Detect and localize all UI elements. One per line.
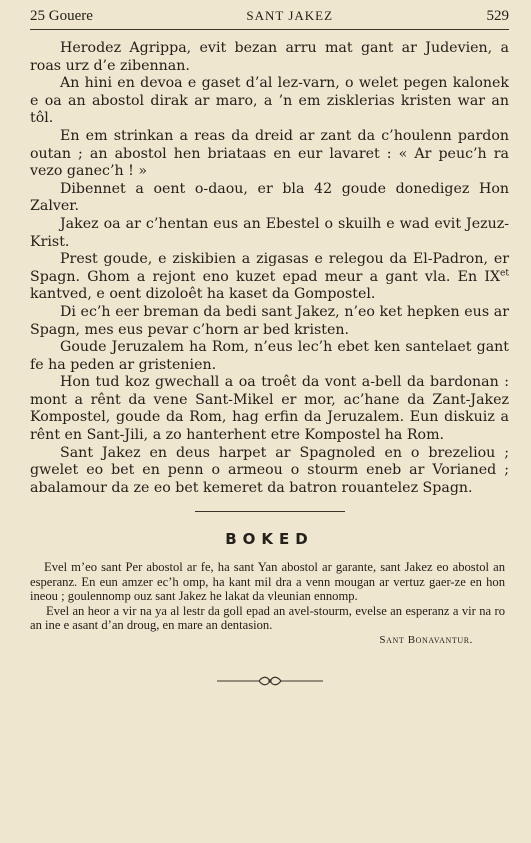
signature: Sant Bonavantur. bbox=[379, 634, 473, 647]
paragraph-text: kantved, e oent dizoloêt ha kaset da Gompostel. bbox=[30, 286, 376, 303]
section-divider bbox=[195, 511, 345, 512]
boked-text bbox=[30, 560, 509, 632]
boked-paragraph: Evel an heor a vir na ya al lestr da goll epad an avel-stourm, evelse an esperanz a vir na ro an ine e asant d’an droug, en mare an dentasion. bbox=[30, 603, 505, 633]
paragraph: Hon tud koz gwechall a oa troêt da vont a-bell da bardonan : mont a rênt da vene Sant-Mikel er mor, ac’hane da Zant-Jakez Kompostel, goude da Rom, hag erfin da Jeruzalem. Eun diskuiz a rênt en Sant-Jili, a zo hanterhent etre Kompostel ha Rom. bbox=[30, 374, 509, 444]
main-text bbox=[30, 40, 509, 497]
paragraph: Di ec’h eer breman da bedi sant Jakez, n’eo ket hepken eus ar Spagn, mes eus pevar c’horn ar bed kristen. bbox=[30, 303, 509, 338]
ornament-icon bbox=[215, 674, 325, 688]
paragraph: Herodez Agrippa, evit bezan arru mat gant ar Judevien, a roas urz d’e zibennan. bbox=[30, 40, 509, 74]
paragraph bbox=[30, 251, 509, 304]
ornament-divider bbox=[30, 674, 509, 688]
header-title: SANT JAKEZ bbox=[246, 8, 334, 23]
paragraph: Goude Jeruzalem ha Rom, n’eus lec’h ebet ken santelaet gant fe ha peden ar gristenien. bbox=[30, 339, 509, 373]
paragraph: Dibennet a oent o-daou, er bla 42 goude donedigez Hon Zalver. bbox=[30, 180, 509, 215]
running-header bbox=[30, 8, 509, 30]
paragraph: En em strinkan a reas da dreid ar zant da c’houlenn pardon outan ; an abostol hen briataas en eur lavaret : « Ar peuc’h ra vezo ganec’h ! » bbox=[30, 127, 509, 180]
superscript: et bbox=[500, 267, 509, 278]
paragraph-text: Prest goude, e ziskibien a zigasas e relegou da El-Padron, er Spagn. Ghom a rejont eno kuzet epad meur a gant vla. En IX bbox=[30, 251, 509, 285]
paragraph: Sant Jakez en deus harpet ar Spagnoled en o brezeliou ; gwelet eo bet en penn o armeou o stourm eneb ar Vorianed ; abalamour da ze eo bet kemeret da batron rouantelez Spagn. bbox=[30, 444, 509, 496]
paragraph: An hini en devoa e gaset d’al lez-varn, o welet pegen kalonek e oa an abostol dirak ar maro, a ’n em zisklerias kristen war an tôl. bbox=[30, 75, 509, 127]
page-number: 529 bbox=[486, 8, 509, 24]
paragraph: Jakez oa ar c’hentan eus an Ebestel o skuilh e wad evit Jezuz-Krist. bbox=[30, 215, 509, 250]
section-title: BOKED bbox=[225, 530, 314, 549]
boked-paragraph: Evel m’eo sant Per abostol ar fe, ha sant Yan abostol ar garante, sant Jakez eo abostol an esperanz. En eun amzer ec’h omp, ha kant mil dra a venn mougan ar vertuz gaer-ze en hon ineou ; goulennomp ouz sant Jakez he lakat da vleunian ennomp. bbox=[30, 560, 505, 604]
header-date: 25 Gouere bbox=[30, 8, 93, 24]
